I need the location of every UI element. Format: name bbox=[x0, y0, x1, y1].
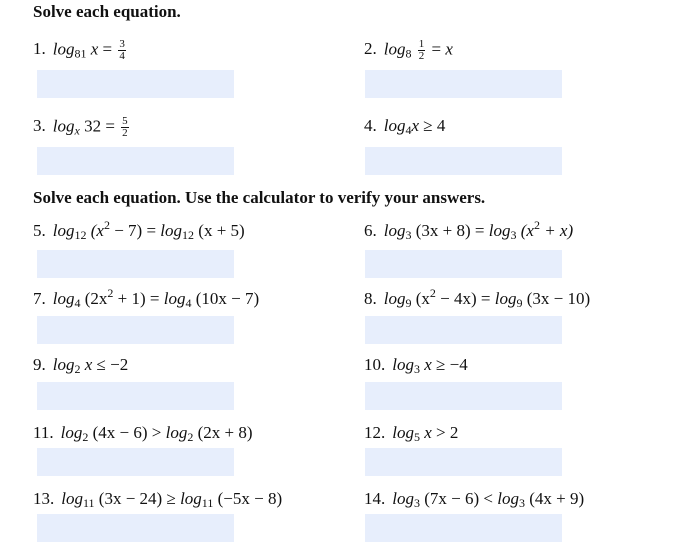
operator: ≥ bbox=[166, 489, 176, 508]
log-argument: (3x − 24) bbox=[98, 489, 163, 508]
exponent: 2 bbox=[103, 218, 110, 232]
problem-number: 1. bbox=[33, 39, 46, 59]
log-text: log bbox=[52, 355, 75, 374]
operator: ≥ bbox=[423, 116, 433, 135]
operator: > bbox=[151, 423, 162, 442]
log-text: log bbox=[52, 116, 75, 136]
log-text-2: log bbox=[494, 289, 517, 308]
log-argument: (3x + 8) bbox=[415, 221, 471, 240]
log-text: log bbox=[383, 39, 406, 59]
problem-8 bbox=[364, 286, 591, 310]
log-base: 11 bbox=[82, 496, 95, 510]
log-argument: (7x − 6) bbox=[424, 489, 480, 508]
log-text: log bbox=[52, 221, 75, 240]
log-argument: x bbox=[424, 355, 432, 374]
problem-11 bbox=[33, 423, 253, 443]
log-base: 8 bbox=[405, 46, 412, 61]
operator: > bbox=[436, 423, 446, 442]
log-argument: (x bbox=[90, 221, 104, 240]
problem-number: 11. bbox=[33, 423, 54, 442]
fraction bbox=[118, 39, 126, 62]
log-text: log bbox=[383, 116, 406, 135]
problem-6 bbox=[364, 218, 574, 242]
log-text: log bbox=[52, 289, 75, 308]
log-text: log bbox=[61, 489, 83, 508]
log-base: 4 bbox=[74, 296, 81, 310]
log-base-2: 3 bbox=[510, 228, 517, 242]
answer-field-13[interactable] bbox=[37, 514, 234, 542]
answer-field-14[interactable] bbox=[365, 514, 562, 542]
rhs: −2 bbox=[110, 355, 129, 374]
log-base-2: 4 bbox=[185, 296, 192, 310]
exponent: 2 bbox=[533, 218, 540, 232]
section-1-title: Solve each equation. bbox=[33, 2, 181, 21]
log-argument: (4x − 6) bbox=[92, 423, 148, 442]
log-base-2: 2 bbox=[187, 430, 194, 444]
problem-number: 5. bbox=[33, 221, 46, 240]
log-argument-2: (x bbox=[520, 221, 534, 240]
problem-number: 8. bbox=[364, 289, 377, 308]
fraction bbox=[418, 39, 426, 62]
log-argument: 32 bbox=[84, 116, 102, 136]
answer-field-8[interactable] bbox=[365, 316, 562, 344]
answer-field-2[interactable] bbox=[365, 70, 562, 98]
problem-number: 12. bbox=[364, 423, 386, 442]
answer-field-10[interactable] bbox=[365, 382, 562, 410]
fraction-denominator: 2 bbox=[122, 127, 128, 139]
log-argument-2-rest: + x) bbox=[539, 221, 574, 240]
fraction-numerator: 5 bbox=[122, 115, 128, 127]
log-argument-2: (−5x − 8) bbox=[217, 489, 283, 508]
problem-12 bbox=[364, 423, 458, 443]
problem-number: 7. bbox=[33, 289, 46, 308]
log-text-2: log bbox=[160, 221, 183, 240]
log-base: 3 bbox=[413, 496, 420, 510]
log-argument-2: (2x + 8) bbox=[197, 423, 253, 442]
problem-number: 2. bbox=[364, 39, 377, 59]
log-base: 3 bbox=[413, 362, 420, 376]
log-base: 2 bbox=[82, 430, 89, 444]
log-text-2: log bbox=[165, 423, 188, 442]
log-argument-2: (10x − 7) bbox=[195, 289, 260, 308]
answer-field-5[interactable] bbox=[37, 250, 234, 278]
fraction-denominator: 4 bbox=[119, 50, 125, 62]
rhs: 2 bbox=[449, 423, 459, 442]
fraction-denominator: 2 bbox=[418, 50, 425, 62]
answer-field-4[interactable] bbox=[365, 147, 562, 175]
operator: = bbox=[480, 289, 491, 308]
operator: ≥ bbox=[436, 355, 446, 374]
operator: ≤ bbox=[96, 355, 106, 374]
problem-5 bbox=[33, 218, 245, 242]
problem-4 bbox=[364, 116, 445, 136]
log-argument-rest: + 1) bbox=[113, 289, 146, 308]
fraction-numerator: 3 bbox=[119, 38, 125, 50]
answer-field-9[interactable] bbox=[37, 382, 234, 410]
log-text-2: log bbox=[497, 489, 519, 508]
log-argument: x bbox=[411, 116, 420, 135]
log-text: log bbox=[60, 423, 83, 442]
operator: < bbox=[483, 489, 493, 508]
log-base-2: 12 bbox=[182, 228, 195, 242]
fraction-numerator: 1 bbox=[418, 38, 425, 50]
log-base: 4 bbox=[405, 123, 412, 137]
rhs: 4 bbox=[436, 116, 446, 135]
log-argument: x bbox=[90, 39, 99, 59]
problem-number: 9. bbox=[33, 355, 46, 374]
log-argument: x bbox=[84, 355, 93, 374]
exponent: 2 bbox=[429, 286, 436, 300]
log-text: log bbox=[392, 423, 414, 442]
log-text: log bbox=[52, 39, 75, 59]
problem-13 bbox=[33, 489, 282, 509]
problem-number: 4. bbox=[364, 116, 377, 135]
exponent: 2 bbox=[107, 286, 114, 300]
problem-1 bbox=[33, 39, 128, 62]
operator: = bbox=[149, 289, 160, 308]
operator: = bbox=[431, 39, 442, 59]
problem-number: 6. bbox=[364, 221, 377, 240]
log-argument: x bbox=[424, 423, 432, 442]
log-argument-rest: − 7) bbox=[109, 221, 143, 240]
operator: = bbox=[146, 221, 157, 240]
log-text: log bbox=[383, 221, 406, 240]
log-text-2: log bbox=[488, 221, 511, 240]
log-argument-2: (3x − 10) bbox=[526, 289, 591, 308]
problem-number: 10. bbox=[364, 355, 386, 374]
problem-number: 3. bbox=[33, 116, 46, 136]
log-text: log bbox=[392, 355, 414, 374]
log-argument-2: (4x + 9) bbox=[529, 489, 585, 508]
problem-14 bbox=[364, 489, 584, 509]
problem-10 bbox=[364, 355, 468, 375]
operator: = bbox=[474, 221, 485, 240]
log-base-2: 9 bbox=[516, 296, 523, 310]
section-2-title: Solve each equation. Use the calculator to verify your answers. bbox=[33, 188, 486, 207]
log-base: 81 bbox=[74, 46, 87, 61]
problem-7 bbox=[33, 286, 260, 310]
answer-field-7[interactable] bbox=[37, 316, 234, 344]
answer-field-6[interactable] bbox=[365, 250, 562, 278]
rhs: x bbox=[445, 39, 453, 59]
problem-3 bbox=[33, 116, 131, 139]
operator: = bbox=[105, 116, 115, 136]
log-base: 2 bbox=[74, 362, 81, 376]
log-argument: (x bbox=[415, 289, 430, 308]
operator: = bbox=[102, 39, 113, 59]
log-text: log bbox=[383, 289, 406, 308]
log-text-2: log bbox=[180, 489, 202, 508]
problem-number: 13. bbox=[33, 489, 55, 508]
answer-field-1[interactable] bbox=[37, 70, 234, 98]
answer-field-3[interactable] bbox=[37, 147, 234, 175]
log-base: 12 bbox=[74, 228, 87, 242]
problem-number: 14. bbox=[364, 489, 386, 508]
log-text: log bbox=[392, 489, 414, 508]
log-base-2: 3 bbox=[518, 496, 525, 510]
answer-field-12[interactable] bbox=[365, 448, 562, 476]
problem-2 bbox=[364, 39, 453, 62]
problem-9 bbox=[33, 355, 128, 375]
log-base: 3 bbox=[405, 228, 412, 242]
log-argument: (2x bbox=[84, 289, 108, 308]
log-base: x bbox=[74, 123, 80, 138]
log-argument-2: (x + 5) bbox=[198, 221, 245, 240]
log-text-2: log bbox=[163, 289, 186, 308]
log-base-2: 11 bbox=[201, 496, 214, 510]
log-base: 5 bbox=[413, 430, 420, 444]
fraction bbox=[121, 116, 129, 139]
rhs: −4 bbox=[449, 355, 468, 374]
log-argument-rest: − 4x) bbox=[435, 289, 477, 308]
log-base: 9 bbox=[405, 296, 412, 310]
answer-field-11[interactable] bbox=[37, 448, 234, 476]
